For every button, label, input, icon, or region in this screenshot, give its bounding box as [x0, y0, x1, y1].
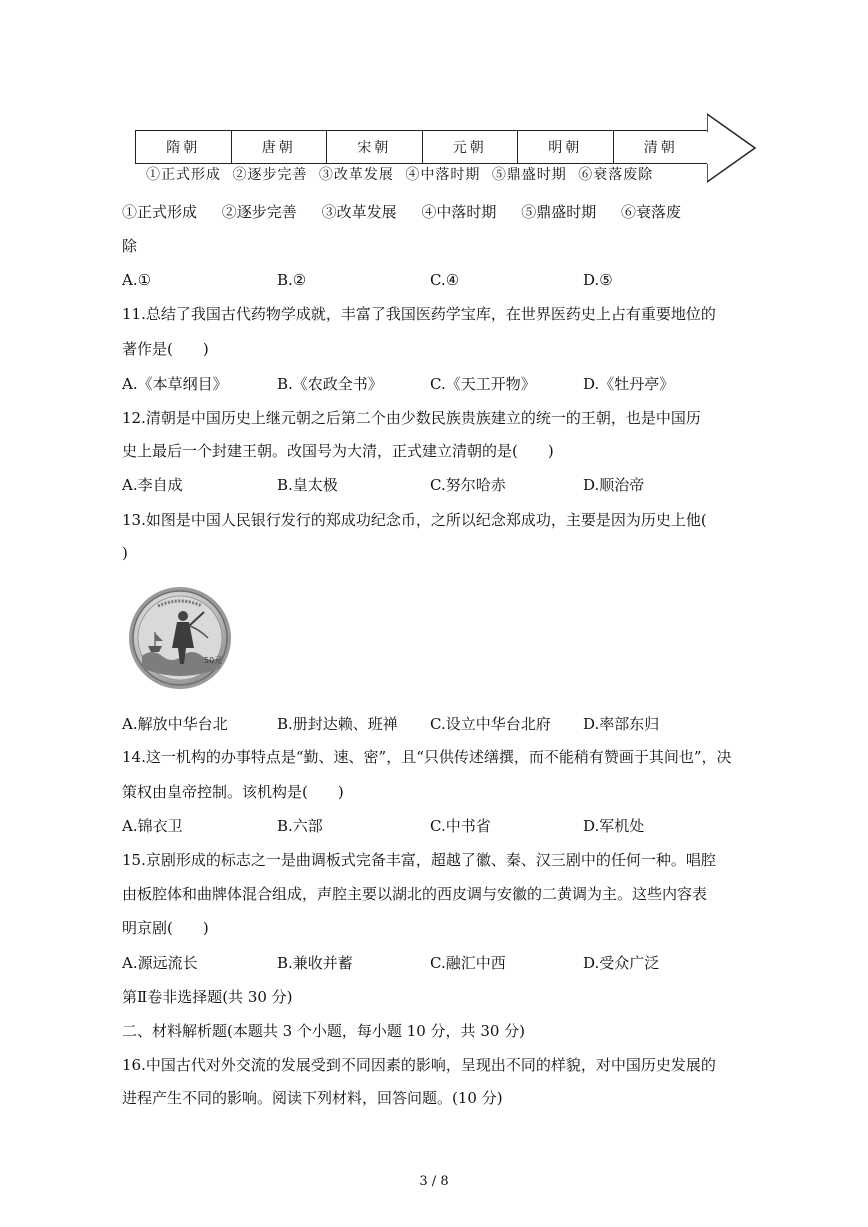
q12-options	[122, 475, 762, 495]
timeline-dynasty: 清朝	[643, 140, 678, 156]
option-b[interactable]: B.六部	[277, 817, 323, 835]
option-c[interactable]: C.《天工开物》	[430, 375, 536, 393]
timeline-stage: ①正式形成	[146, 167, 221, 183]
timeline-stage: ④中落时期	[405, 167, 481, 183]
option-b[interactable]: B.②	[277, 271, 307, 289]
q10-options	[122, 270, 762, 290]
q15-options	[122, 953, 762, 973]
q10-stage: ⑥衰落废	[620, 203, 681, 221]
timeline-stage: ⑤鼎盛时期	[491, 167, 567, 183]
q15-stem-line3: 明京剧( )	[122, 919, 209, 937]
q10-stage: ②逐步完善	[221, 203, 297, 221]
option-c[interactable]: C.④	[430, 271, 460, 289]
page-number: 3 / 8	[419, 1174, 449, 1189]
option-d[interactable]: D.军机处	[583, 817, 645, 835]
timeline-stage: ②逐步完善	[232, 167, 308, 183]
q10-stage: ④中落时期	[421, 203, 497, 221]
option-a[interactable]: A.①	[122, 271, 152, 289]
q10-stage: ⑤鼎盛时期	[521, 203, 597, 221]
q14-stem-line1: 14.这一机构的办事特点是“勤、速、密”，且“只供传述缮撰，而不能稍有赞画于其间也”，决	[122, 748, 732, 766]
q14-stem-line2: 策权由皇帝控制。该机构是( )	[122, 783, 344, 801]
q13-stem-line2: )	[122, 544, 128, 562]
option-c[interactable]: C.设立中华台北府	[430, 715, 551, 733]
timeline-bar	[135, 130, 709, 164]
option-a[interactable]: A.李自成	[122, 476, 183, 494]
section-heading: 二、材料解析题(本题共 3 个小题，每小题 10 分，共 30 分)	[122, 1022, 526, 1040]
q13-options	[122, 714, 762, 734]
coin-denomination: 50元	[204, 656, 223, 665]
q10-stage-list	[122, 202, 681, 222]
part2-title: 第Ⅱ卷非选择题(共 30 分)	[122, 988, 293, 1006]
option-b[interactable]: B.兼收并蓄	[277, 954, 353, 972]
timeline-dynasty: 唐朝	[232, 131, 328, 163]
option-d[interactable]: D.受众广泛	[583, 954, 660, 972]
q11-options	[122, 374, 762, 394]
q12-stem-line2: 史上最后一个封建王朝。改国号为大清，正式建立清朝的是( )	[122, 442, 554, 460]
timeline-dynasty: 宋朝	[327, 131, 423, 163]
timeline-stages	[146, 164, 659, 184]
q16-stem-line2: 进程产生不同的影响。阅读下列材料，回答问题。(10 分)	[122, 1089, 503, 1107]
q10-stage: ③改革发展	[321, 203, 397, 221]
q13-stem-line1: 13.如图是中国人民银行发行的郑成功纪念币，之所以纪念郑成功，主要是因为历史上他(	[122, 511, 707, 529]
option-a[interactable]: A.《本草纲目》	[122, 375, 228, 393]
timeline-dynasty: 明朝	[518, 131, 614, 163]
option-c[interactable]: C.中书省	[430, 817, 491, 835]
option-a[interactable]: A.源远流长	[122, 954, 198, 972]
q16-stem-line1: 16.中国古代对外交流的发展受到不同因素的影响，呈现出不同的样貌，对中国历史发展的	[122, 1056, 716, 1074]
option-d[interactable]: D.⑤	[583, 271, 613, 289]
q14-options	[122, 816, 762, 836]
timeline-dynasty: 隋朝	[136, 131, 232, 163]
option-a[interactable]: A.解放中华台北	[122, 715, 228, 733]
option-d[interactable]: D.顺治帝	[583, 476, 645, 494]
option-c[interactable]: C.融汇中西	[430, 954, 506, 972]
q10-stage: ①正式形成	[122, 203, 198, 221]
arrow-head-icon	[707, 112, 757, 184]
q15-stem-line2: 由板腔体和曲牌体混合组成，声腔主要以湖北的西皮调与安徽的二黄调为主。这些内容表	[122, 885, 708, 903]
q10-stage-cont: 除	[122, 237, 138, 255]
option-b[interactable]: B.册封达赖、班禅	[277, 715, 398, 733]
option-d[interactable]: D.率部东归	[583, 715, 660, 733]
q12-stem-line1: 12.清朝是中国历史上继元朝之后第二个由少数民族贵族建立的统一的王朝，也是中国历	[122, 409, 701, 427]
q11-stem-line2: 著作是( )	[122, 340, 209, 358]
option-b[interactable]: B.皇太极	[277, 476, 338, 494]
option-a[interactable]: A.锦衣卫	[122, 817, 183, 835]
q15-stem-line1: 15.京剧形成的标志之一是曲调板式完备丰富，超越了徽、秦、汉三剧中的任何一种。唱腔	[122, 851, 716, 869]
timeline-stage: ⑥衰落废除	[578, 167, 654, 183]
option-d[interactable]: D.《牡丹亭》	[583, 375, 675, 393]
zheng-chenggong-coin-image	[128, 586, 232, 690]
timeline-stage: ③改革发展	[318, 167, 394, 183]
timeline-dynasty: 元朝	[423, 131, 519, 163]
option-b[interactable]: B.《农政全书》	[277, 375, 383, 393]
q11-stem-line1: 11.总结了我国古代药物学成就，丰富了我国医药学宝库，在世界医药史上占有重要地位的	[122, 305, 716, 323]
option-c[interactable]: C.努尔哈赤	[430, 476, 506, 494]
